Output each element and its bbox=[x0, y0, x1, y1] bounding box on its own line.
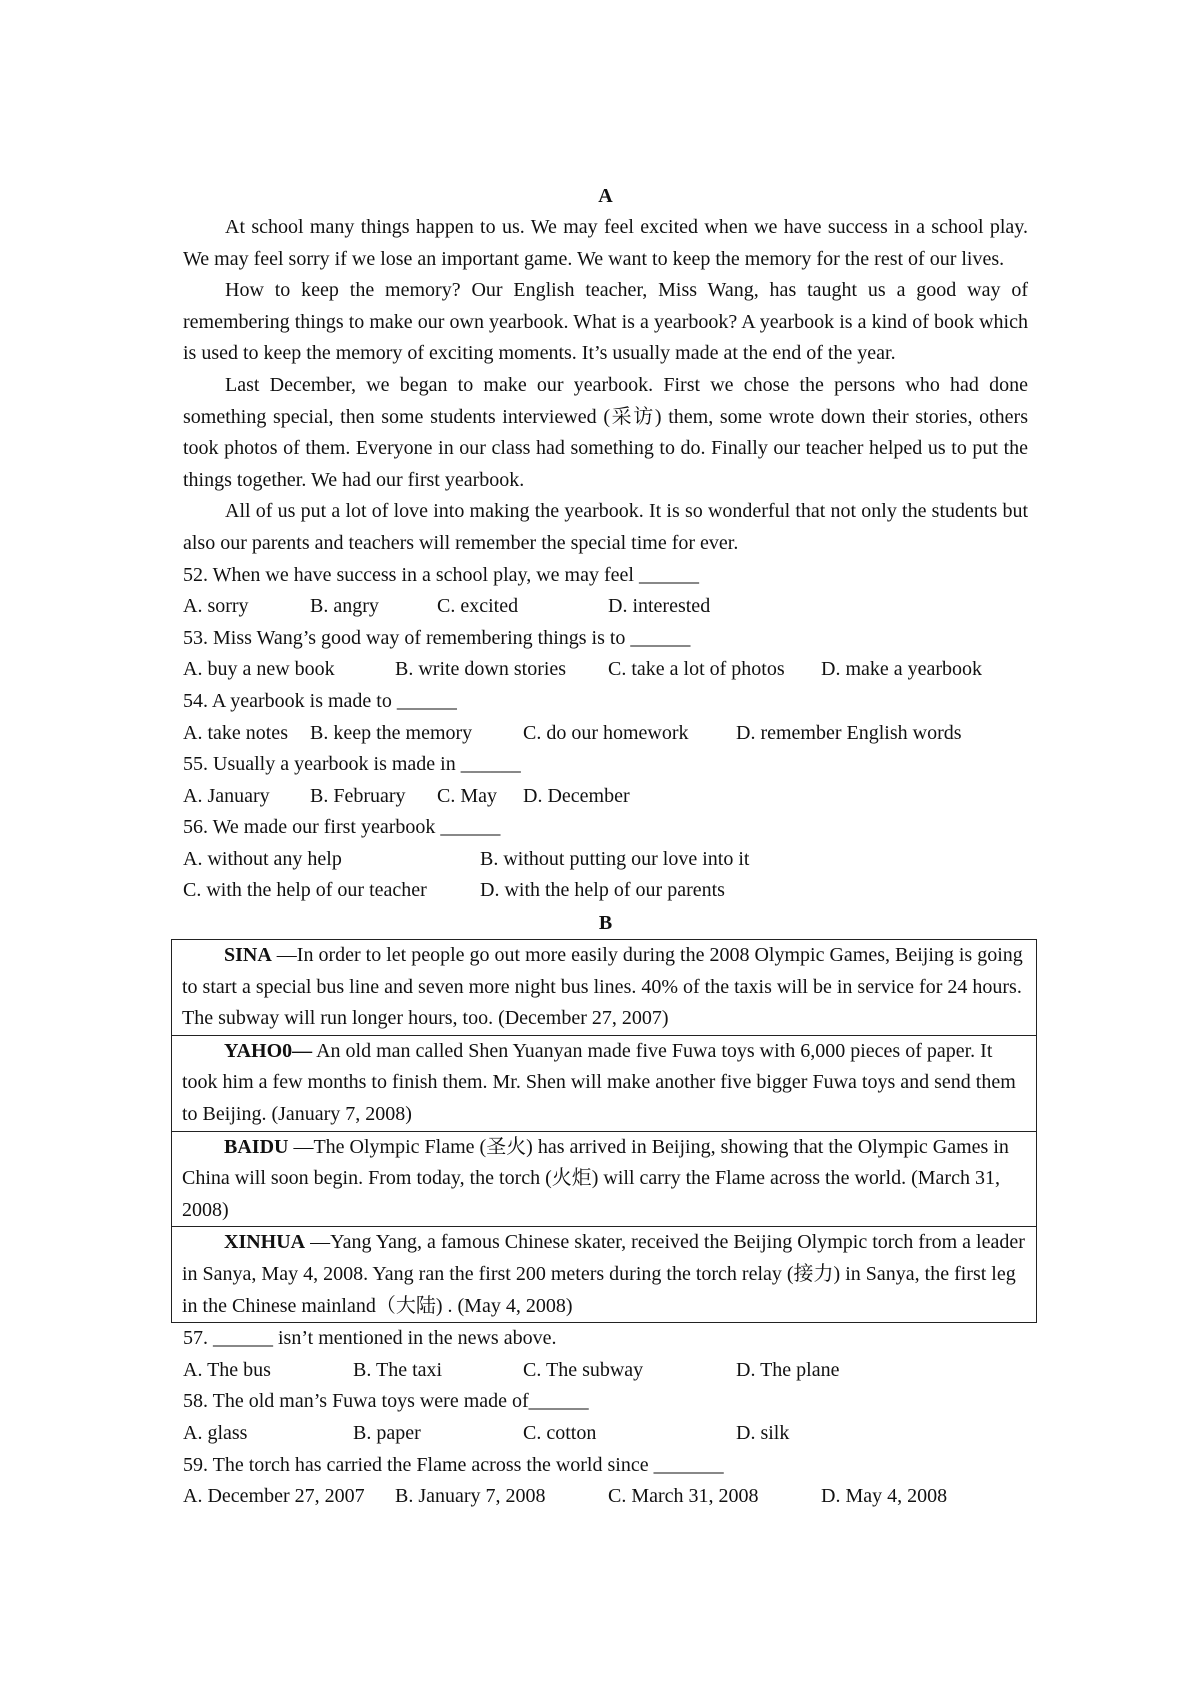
option-b: B. write down stories bbox=[395, 658, 567, 681]
news-text: —The Olympic Flame (圣火) has arrived in Beijing, showing that the Olympic Games in China will soon begin. From today, the torch (火炬) will carry the Flame across the world. (March 31, 2008) bbox=[182, 1135, 1009, 1221]
options-59 bbox=[183, 1481, 1028, 1513]
question-55: 55. Usually a yearbook is made in ______ bbox=[183, 753, 521, 776]
question-53: 53. Miss Wang’s good way of remembering things is to ______ bbox=[183, 626, 691, 649]
options-56-row1 bbox=[183, 844, 1028, 876]
option-a: A. sorry bbox=[183, 595, 249, 618]
option-a: A. buy a new book bbox=[183, 658, 335, 681]
news-source: XINHUA bbox=[224, 1231, 306, 1254]
option-d: D. silk bbox=[736, 1421, 790, 1444]
paragraph: How to keep the memory? Our English teacher, Miss Wang, has taught us a good way of remembering things to make our own yearbook. What is a yearbook? A yearbook is a kind of book which is used to keep the memory of exciting moments. It’s usually made at the end of the year. bbox=[183, 279, 1028, 365]
option-b: B. The taxi bbox=[353, 1358, 443, 1381]
option-d: D. make a yearbook bbox=[821, 658, 983, 681]
options-55 bbox=[183, 781, 1028, 813]
paragraph: Last December, we began to make our yearbook. First we chose the persons who had done something special, then some students interviewed (采访) them, some wrote down their stories, others took photos of them. Everyone in our class had something to do. Finally our teacher helped us to put the things together. We had our first yearbook. bbox=[183, 373, 1028, 491]
option-a: A. January bbox=[183, 784, 270, 807]
option-d: D. May 4, 2008 bbox=[821, 1485, 948, 1508]
option-c: C. take a lot of photos bbox=[608, 658, 785, 681]
section-b-title: B bbox=[598, 912, 613, 935]
option-c: C. do our homework bbox=[523, 721, 689, 744]
option-c: C. with the help of our teacher bbox=[183, 879, 427, 902]
news-item bbox=[172, 1132, 1036, 1228]
question-59: 59. The torch has carried the Flame across the world since _______ bbox=[183, 1453, 724, 1476]
news-source: BAIDU bbox=[224, 1135, 289, 1158]
news-source: YAHO0— bbox=[224, 1039, 313, 1062]
option-a: A. December 27, 2007 bbox=[183, 1485, 365, 1508]
question-54: 54. A yearbook is made to ______ bbox=[183, 689, 457, 712]
option-c: C. The subway bbox=[523, 1358, 644, 1381]
option-b: B. keep the memory bbox=[310, 721, 473, 744]
option-b: B. without putting our love into it bbox=[480, 847, 750, 870]
news-item bbox=[172, 1036, 1036, 1132]
option-d: D. with the help of our parents bbox=[480, 879, 725, 902]
news-item bbox=[172, 940, 1036, 1036]
news-text: —In order to let people go out more easily during the 2008 Olympic Games, Beijing is going to start a special bus line and seven more night bus lines. 40% of the taxis will be in service for 24 hours. The subway will run longer hours, too. (December 27, 2007) bbox=[182, 944, 1023, 1030]
news-box bbox=[171, 939, 1037, 1323]
options-58 bbox=[183, 1418, 1028, 1450]
options-54 bbox=[183, 718, 1028, 750]
question-57: 57. ______ isn’t mentioned in the news above. bbox=[183, 1327, 557, 1350]
option-b: B. angry bbox=[310, 595, 379, 618]
option-b: B. January 7, 2008 bbox=[395, 1485, 546, 1508]
option-a: A. The bus bbox=[183, 1358, 271, 1381]
news-item bbox=[172, 1227, 1036, 1322]
question-58: 58. The old man’s Fuwa toys were made of______ bbox=[183, 1390, 589, 1413]
options-56-row2 bbox=[183, 875, 1028, 907]
option-c: C. May bbox=[437, 784, 497, 807]
options-53 bbox=[183, 654, 1028, 686]
option-b: B. February bbox=[310, 784, 406, 807]
option-a: A. without any help bbox=[183, 847, 342, 870]
option-d: D. The plane bbox=[736, 1358, 840, 1381]
option-b: B. paper bbox=[353, 1421, 421, 1444]
news-text: An old man called Shen Yuanyan made five Fuwa toys with 6,000 pieces of paper. It took him a few months to finish them. Mr. Shen will make another five bigger Fuwa toys and send them to Beijing. (January 7, 2008) bbox=[182, 1039, 1016, 1126]
option-d: D. December bbox=[523, 784, 630, 807]
question-56: 56. We made our first yearbook ______ bbox=[183, 816, 501, 839]
option-d: D. interested bbox=[608, 595, 711, 618]
document-page bbox=[183, 180, 1028, 1513]
option-c: C. March 31, 2008 bbox=[608, 1485, 759, 1508]
option-a: A. take notes bbox=[183, 721, 288, 744]
paragraph: At school many things happen to us. We may feel excited when we have success in a school play. We may feel sorry if we lose an important game. We want to keep the memory for the rest of our lives. bbox=[183, 216, 1028, 270]
section-a-title: A bbox=[598, 185, 613, 207]
option-c: C. excited bbox=[437, 595, 519, 618]
option-c: C. cotton bbox=[523, 1421, 597, 1444]
paragraph: All of us put a lot of love into making the yearbook. It is so wonderful that not only the students but also our parents and teachers will remember the special time for ever. bbox=[183, 500, 1028, 554]
news-text: —Yang Yang, a famous Chinese skater, received the Beijing Olympic torch from a leader in Sanya, May 4, 2008. Yang ran the first 200 meters during the torch relay (接力) in Sanya, the first leg in the Chinese mainland（大陆) . (May 4, 2008) bbox=[182, 1231, 1025, 1317]
question-52: 52. When we have success in a school play, we may feel ______ bbox=[183, 563, 699, 586]
news-source: SINA bbox=[224, 944, 272, 967]
option-d: D. remember English words bbox=[736, 721, 962, 744]
options-52 bbox=[183, 591, 1028, 623]
option-a: A. glass bbox=[183, 1421, 248, 1444]
options-57 bbox=[183, 1355, 1028, 1387]
